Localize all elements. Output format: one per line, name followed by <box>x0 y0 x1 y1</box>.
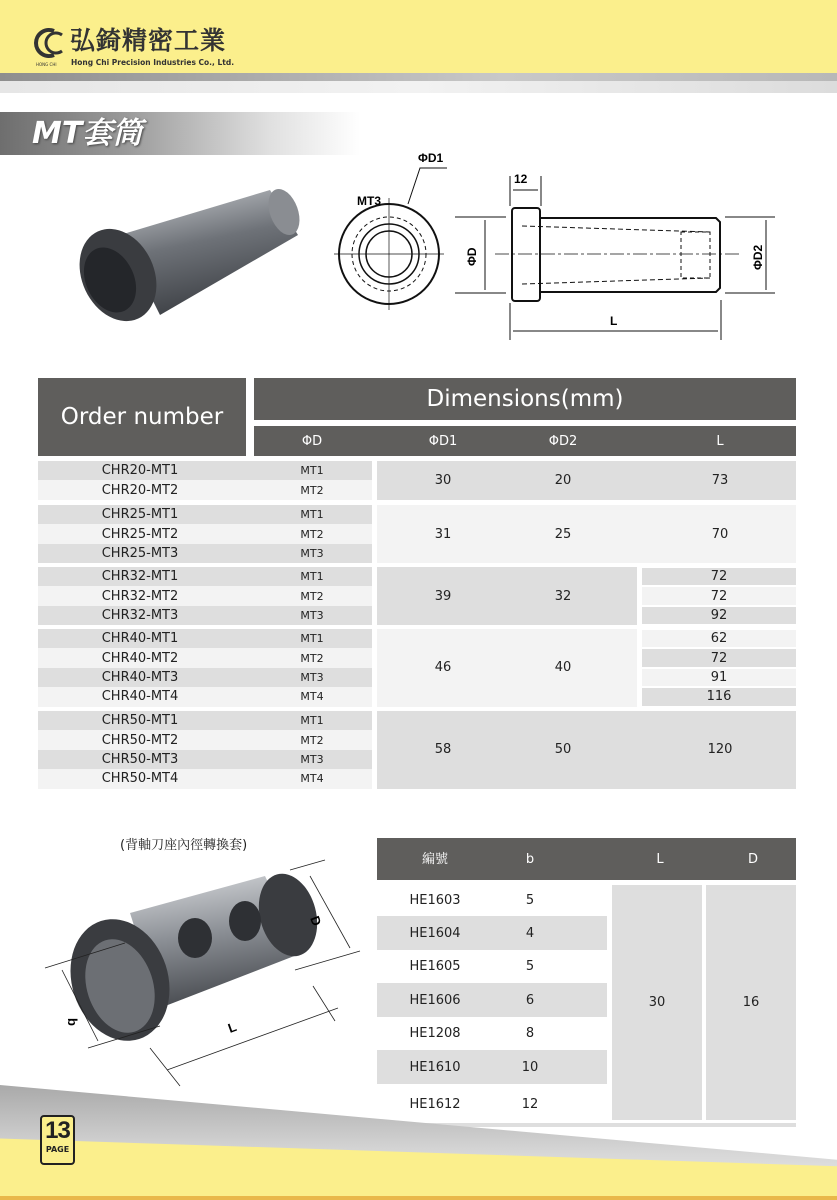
label-12: 12 <box>514 172 528 186</box>
l-cell: 120 <box>707 742 733 758</box>
order-number-cell: CHR25-MT2 <box>101 526 179 542</box>
adapter-b-cell: 4 <box>525 925 535 941</box>
mt-size-cell: MT4 <box>300 690 324 704</box>
l-cell: 116 <box>642 688 796 705</box>
adapter-code-cell: HE1605 <box>409 959 461 974</box>
order-number-cell: CHR32-MT3 <box>101 607 179 623</box>
l-cell: 92 <box>642 607 796 624</box>
adapter-code-cell: HE1604 <box>409 925 461 941</box>
adapter-code-cell: HE1603 <box>409 893 461 908</box>
header-order-number: Order number <box>38 378 246 456</box>
col-header-b: b <box>525 851 535 867</box>
l-cell: 73 <box>711 472 729 488</box>
order-number-cell: CHR50-MT2 <box>101 732 179 748</box>
col-header-d1: ΦD1 <box>428 433 458 449</box>
mt-size-cell: MT1 <box>300 714 324 728</box>
mt-size-cell: MT1 <box>300 508 324 522</box>
order-number-cell: CHR40-MT2 <box>101 650 179 666</box>
header-dimensions: Dimensions(mm) <box>254 378 796 420</box>
col-header-d2: ΦD2 <box>548 433 578 449</box>
section-title-banner <box>0 112 360 155</box>
d1-cell: 31 <box>434 526 452 542</box>
mt-size-cell: MT1 <box>300 464 324 478</box>
mt-size-cell: MT4 <box>300 772 324 786</box>
adapter-d-value: 16 <box>706 885 796 1120</box>
logo-small-text: HONG CHI <box>36 62 57 67</box>
order-number-cell: CHR25-MT1 <box>101 507 179 523</box>
order-number-cell: CHR25-MT3 <box>101 545 179 561</box>
mt-size-cell: MT2 <box>300 527 324 541</box>
page-label: PAGE <box>45 1145 70 1154</box>
l-cell: 72 <box>642 568 796 585</box>
mt-size-cell: MT2 <box>300 589 324 603</box>
l-cell: 72 <box>642 649 796 666</box>
d2-cell: 32 <box>554 588 572 604</box>
order-number-cell: CHR40-MT3 <box>101 669 179 685</box>
order-number-cell: CHR50-MT1 <box>101 713 179 729</box>
order-number-cell: CHR40-MT4 <box>101 689 179 705</box>
label-d1: ΦD1 <box>418 151 444 165</box>
order-number-cell: CHR40-MT1 <box>101 631 179 647</box>
adapter-b-cell: 12 <box>521 1096 539 1112</box>
adapter-b-cell: 5 <box>525 959 535 974</box>
order-number-cell: CHR32-MT2 <box>101 588 179 604</box>
page-number: 13 <box>45 1117 70 1144</box>
d1-cell: 46 <box>434 660 452 676</box>
section-title: MT套筒 <box>32 116 143 151</box>
adapter-code-cell: HE1606 <box>409 992 461 1008</box>
l-cell: 70 <box>711 526 729 542</box>
col-header-d: D <box>747 851 758 867</box>
sub-caption: (背軸刀座內徑轉換套) <box>120 838 248 853</box>
company-logo-icon <box>32 26 66 60</box>
adapter-b-cell: 10 <box>521 1059 539 1075</box>
col-header-code: 編號 <box>421 851 448 867</box>
company-name-cn: 弘錡精密工業 <box>70 26 227 55</box>
d1-cell: 30 <box>434 472 452 488</box>
mt-size-cell: MT3 <box>300 608 324 622</box>
d2-cell: 20 <box>554 472 572 488</box>
adapter-code-cell: HE1610 <box>409 1059 461 1075</box>
d1-cell: 58 <box>434 742 452 758</box>
l-cell: 62 <box>642 630 796 647</box>
order-number-cell: CHR32-MT1 <box>101 569 179 585</box>
mt-size-cell: MT1 <box>300 632 324 646</box>
mt-size-cell: MT2 <box>300 733 324 747</box>
adapter-sleeve-photo <box>20 858 370 1098</box>
mt-size-cell: MT2 <box>300 651 324 665</box>
order-number-cell: CHR50-MT3 <box>101 751 179 767</box>
l-cell: 91 <box>642 669 796 686</box>
order-number-cell: CHR20-MT2 <box>101 482 179 498</box>
label-d: ΦD <box>465 247 479 266</box>
mt-size-cell: MT3 <box>300 670 324 684</box>
l-cell: 72 <box>642 587 796 604</box>
mt-size-cell: MT3 <box>300 546 324 560</box>
label-l: L <box>610 314 618 328</box>
company-name-en: Hong Chi Precision Industries Co., Ltd. <box>71 58 235 67</box>
col-header-l: L <box>716 433 724 449</box>
technical-drawing <box>330 140 790 340</box>
d2-cell: 50 <box>554 742 572 758</box>
d1-cell: 39 <box>434 588 452 604</box>
header-divider-light <box>0 81 837 93</box>
col-header-l2: L <box>656 851 664 867</box>
mt-size-cell: MT2 <box>300 483 324 497</box>
header-divider <box>0 73 837 81</box>
label-l2: L <box>225 1019 239 1036</box>
adapter-b-cell: 6 <box>525 992 535 1008</box>
mt-sleeve-photo <box>70 180 310 340</box>
adapter-b-cell: 8 <box>525 1026 535 1041</box>
label-mt: MT3 <box>357 194 381 208</box>
label-d-photo: D <box>307 913 325 928</box>
mt-size-cell: MT1 <box>300 570 324 584</box>
adapter-code-cell: HE1612 <box>409 1096 461 1112</box>
adapter-l-value: 30 <box>612 885 702 1120</box>
d2-cell: 25 <box>554 526 572 542</box>
adapter-b-cell: 5 <box>525 893 535 908</box>
mt-size-cell: MT3 <box>300 752 324 766</box>
col-header-d: ΦD <box>301 433 323 449</box>
page-badge <box>40 1115 75 1165</box>
d2-cell: 40 <box>554 660 572 676</box>
adapter-code-cell: HE1208 <box>409 1026 461 1041</box>
footer-line <box>0 1196 837 1200</box>
label-d2: ΦD2 <box>751 244 765 270</box>
label-b: b <box>65 1018 80 1026</box>
order-number-cell: CHR20-MT1 <box>101 463 179 479</box>
order-number-cell: CHR50-MT4 <box>101 771 179 787</box>
